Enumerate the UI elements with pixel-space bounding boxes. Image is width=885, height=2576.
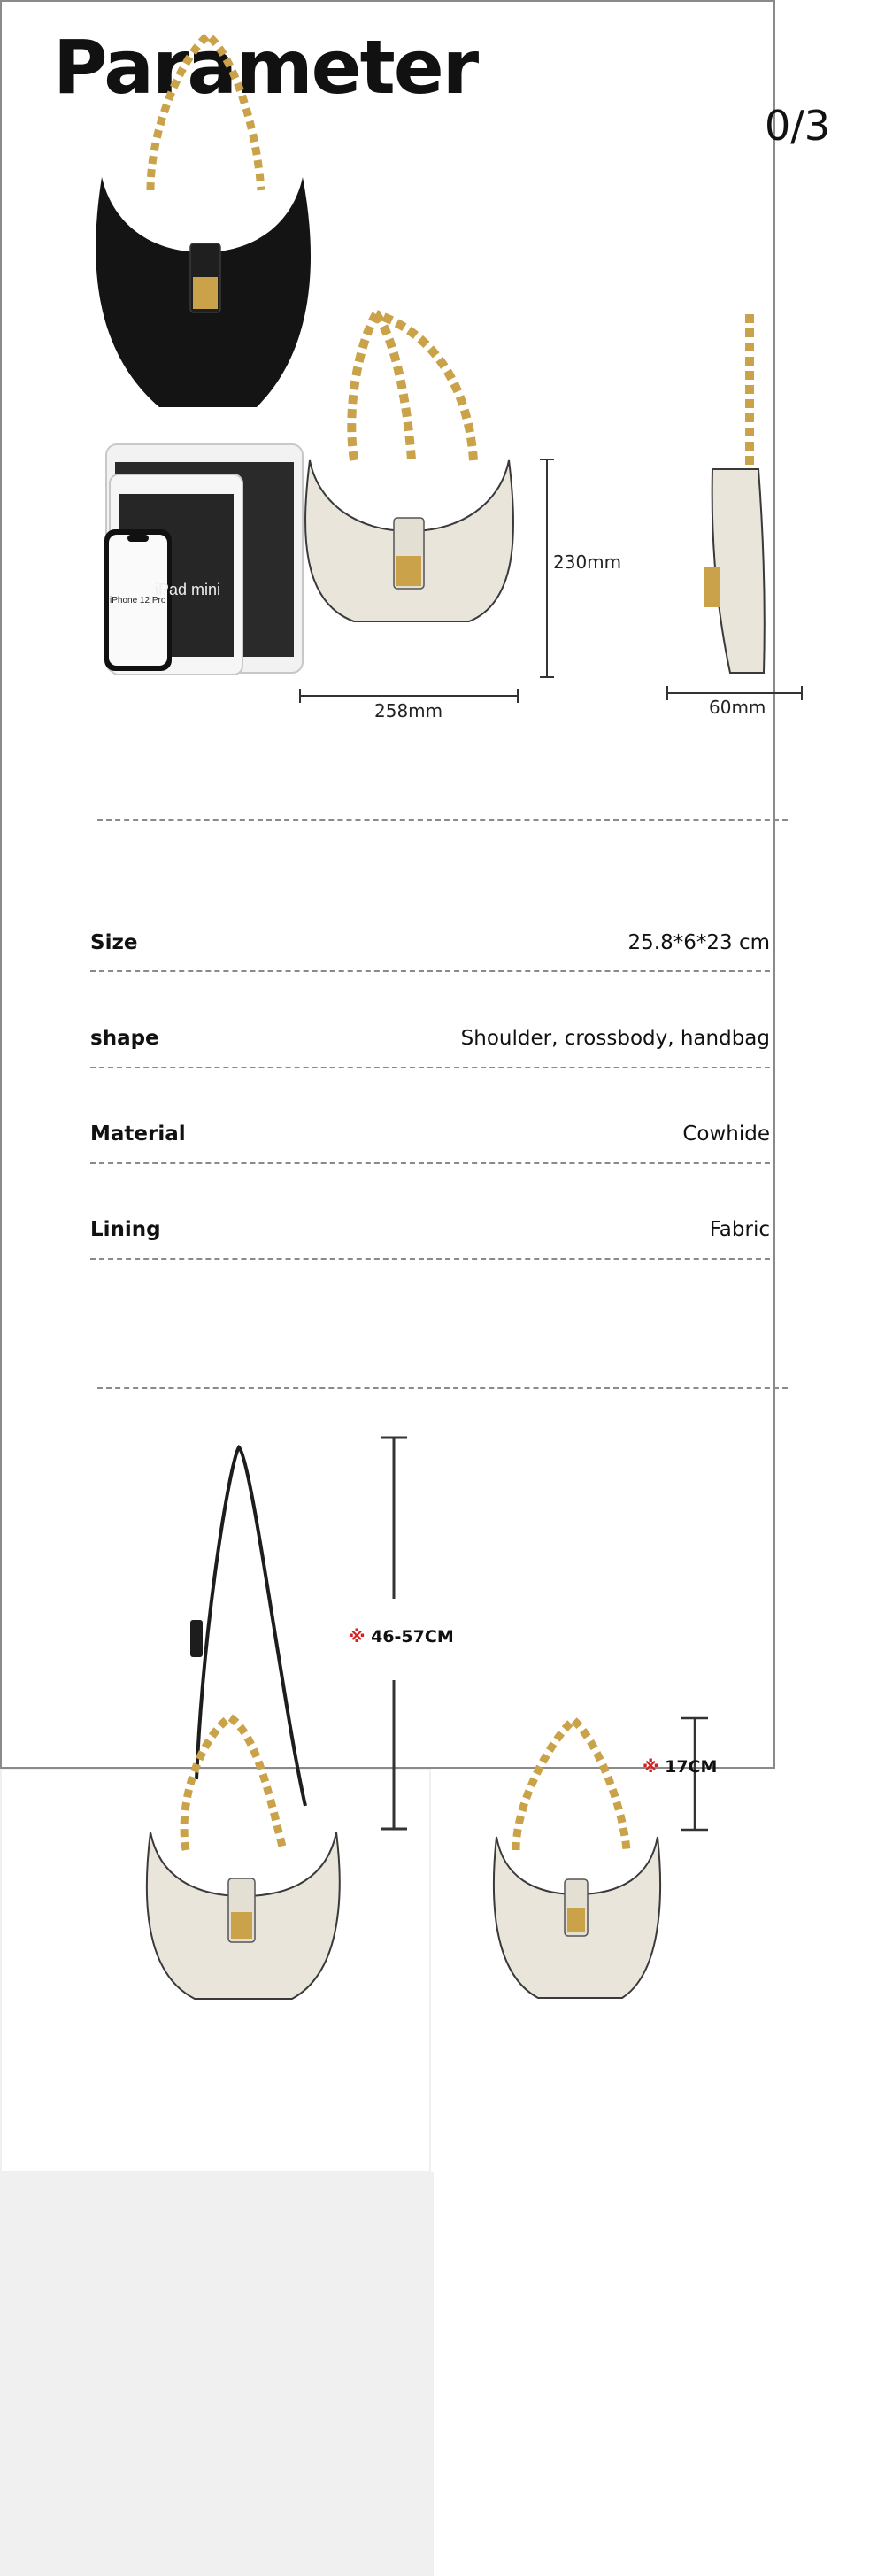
spec-lining-value: Fabric — [709, 1218, 770, 1241]
short-strap-label: ※ 17CM — [643, 1757, 718, 1777]
ipad-label: iPad mini — [155, 581, 221, 598]
spec-shape-label: shape — [90, 1027, 159, 1050]
spec-divider — [90, 970, 770, 972]
spec-divider — [90, 1162, 770, 1164]
asterisk-icon: ※ — [349, 1627, 366, 1647]
bag-short-strap-image — [489, 1713, 666, 2009]
spec-divider — [90, 1067, 770, 1068]
bag-black-image — [80, 31, 310, 407]
divider-top — [97, 819, 788, 821]
spec-material-label: Material — [90, 1122, 186, 1145]
bottom-right-image-frame — [0, 2172, 434, 2576]
spec-material-value: Cowhide — [682, 1122, 770, 1145]
page-counter: 0/3 — [764, 102, 830, 150]
long-strap-label: ※ 46-57CM — [349, 1627, 454, 1647]
height-label: 230mm — [553, 551, 622, 573]
bag-side-image — [686, 310, 766, 677]
iphone-label: iPhone 12 Pro — [110, 596, 166, 605]
divider-bottom — [97, 1387, 788, 1389]
device-comparison — [104, 443, 308, 677]
bag-long-strap-image — [142, 1443, 354, 2009]
spec-size-label: Size — [90, 931, 138, 954]
spec-size-value: 25.8*6*23 cm — [627, 931, 770, 954]
spec-shape-value: Shoulder, crossbody, handbag — [460, 1027, 770, 1050]
spec-lining-label: Lining — [90, 1218, 161, 1241]
spec-divider — [90, 1258, 770, 1260]
bag-front-image — [292, 310, 531, 633]
asterisk-icon: ※ — [643, 1757, 659, 1777]
depth-label: 60mm — [709, 697, 766, 718]
page-title: Parameter — [53, 24, 478, 111]
width-label: 258mm — [374, 700, 443, 721]
